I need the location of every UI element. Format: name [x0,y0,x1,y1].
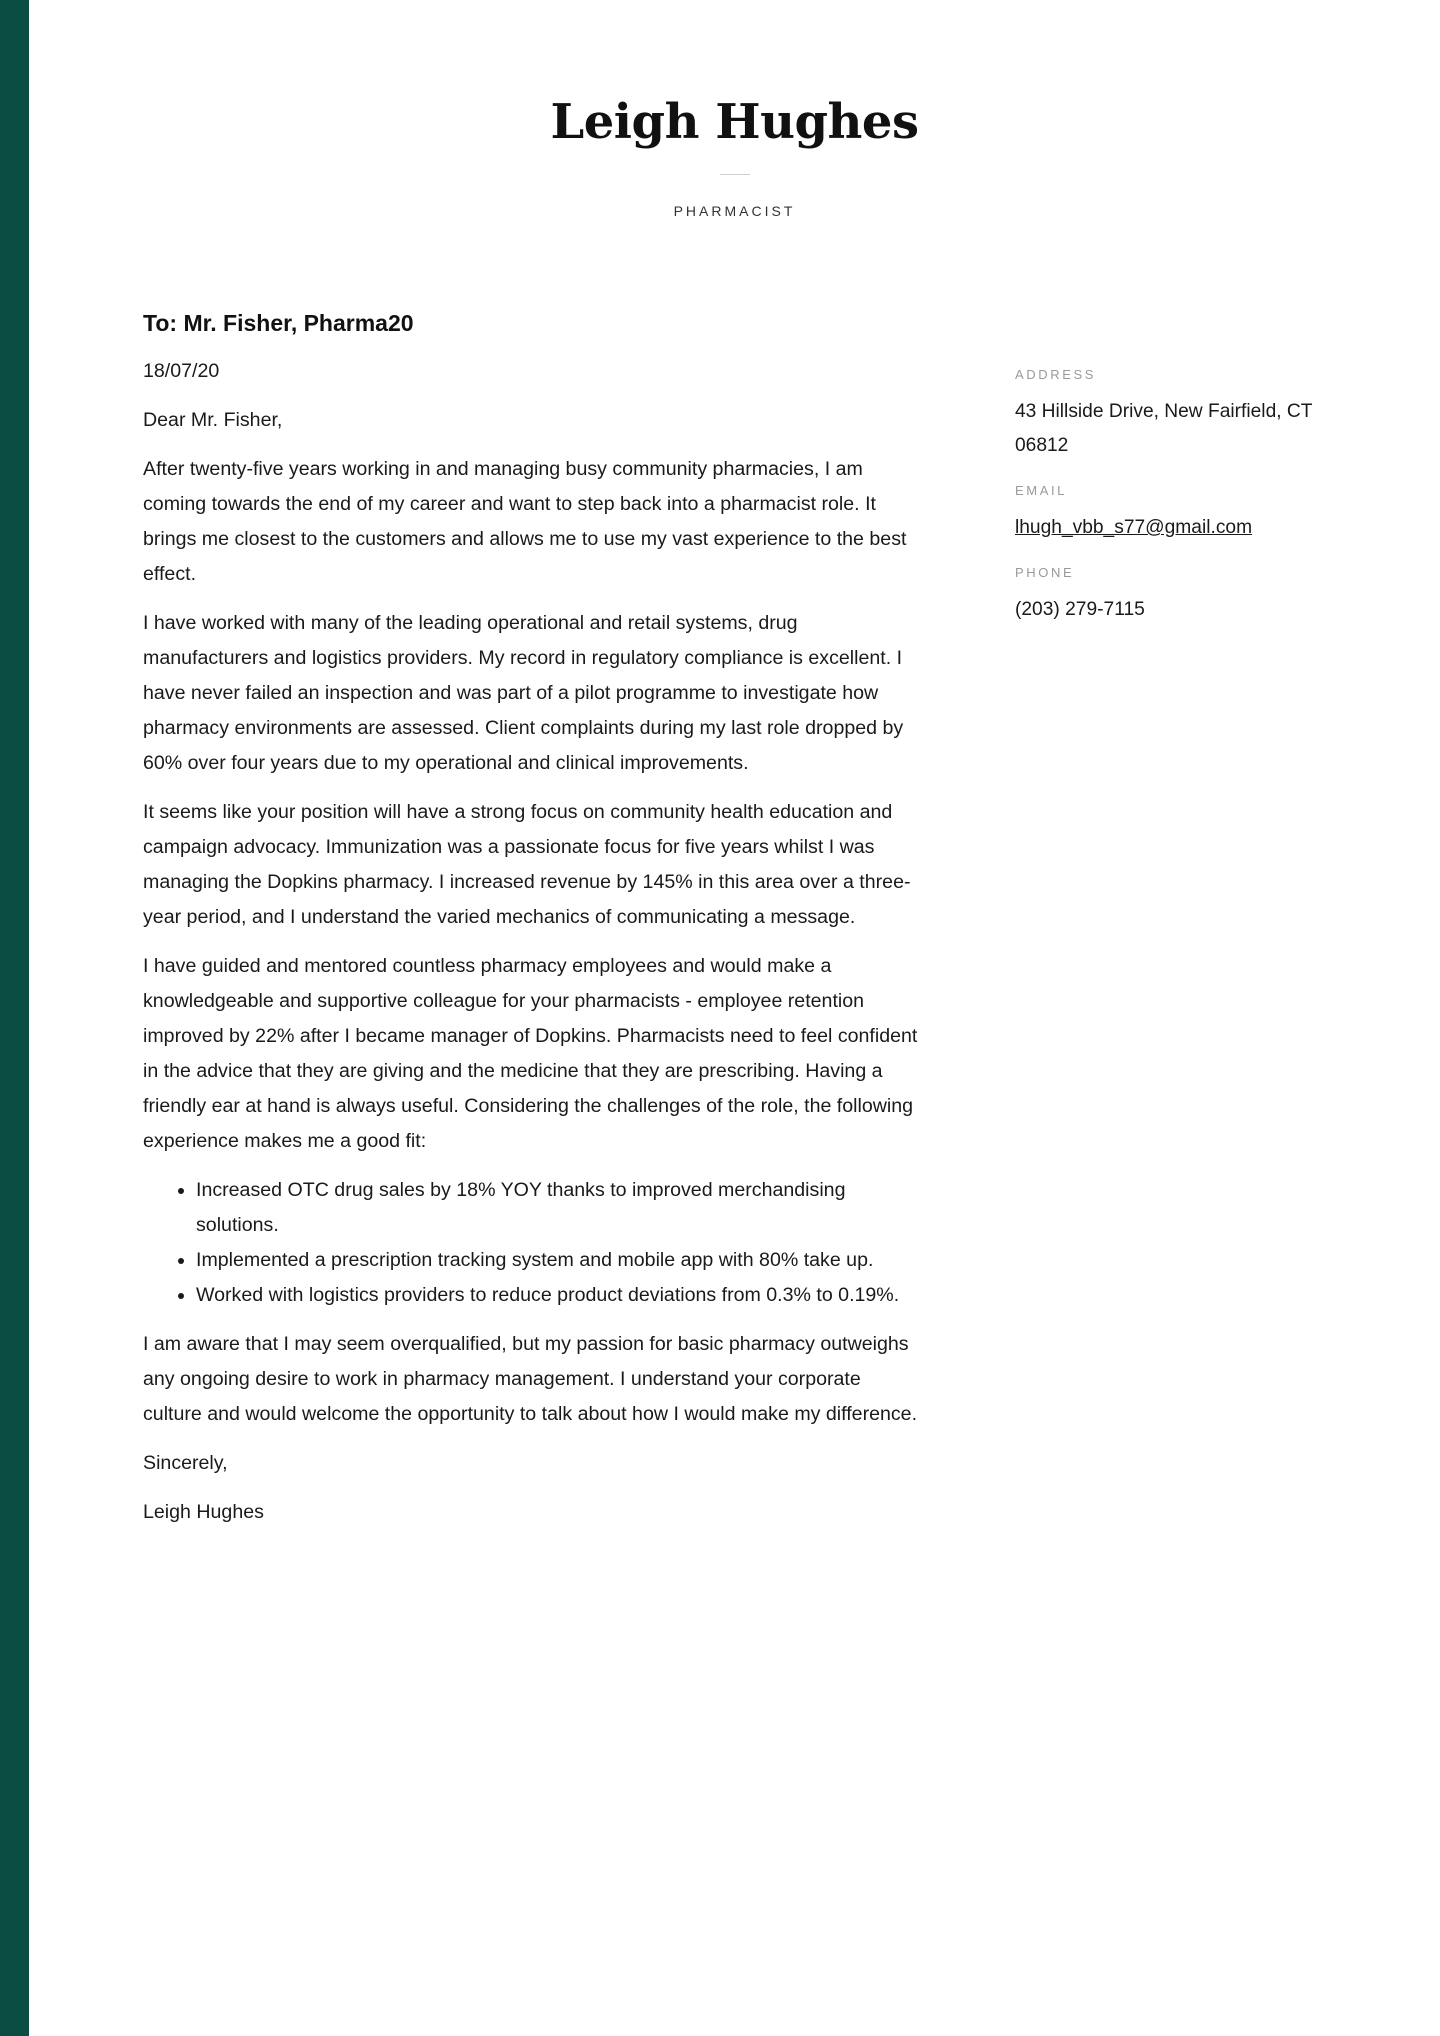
letter-paragraph: I have worked with many of the leading operational and retail systems, drug manufacturers and logistics providers. My record in regulatory compliance is excellent. I have never failed an inspection and was part of a pilot programme to investigate how pharmacy environments are assessed. Client complaints during my last role dropped by 60% over four years due to my operational and clinical improvements. [143,612,904,774]
experience-item: • Implemented a prescription tracking system and mobile app with 80% take up. [196,1243,923,1278]
experience-list [143,1173,923,1313]
closing-paragraph: I am aware that I may seem overqualified, but my passion for basic pharmacy outweighs any ongoing desire to work in pharmacy management. I understand your corporate culture and would welcome the opportunity to talk about how I would make my difference. [143,1333,918,1425]
job-title: PHARMACIST [673,203,796,219]
document-header [29,84,1440,219]
signature: Leigh Hughes [143,1501,264,1523]
letter-body [143,306,923,1544]
address-value: 43 Hillside Drive, New Fairfield, CT 06812 [1015,401,1313,456]
email-label: EMAIL [1015,483,1068,498]
experience-item: • Increased OTC drug sales by 18% YOY thanks to improved merchandising solutions. [196,1173,923,1243]
header-divider [720,174,750,175]
recipient-line: To: Mr. Fisher, Pharma20 [143,310,414,336]
letter-date: 18/07/20 [143,360,220,382]
applicant-name: Leigh Hughes [550,94,919,150]
phone-label: PHONE [1015,565,1075,580]
address-label: ADDRESS [1015,367,1097,382]
sign-off: Sincerely, [143,1452,228,1474]
contact-panel [1015,363,1355,643]
email-link[interactable]: lhugh_vbb_s77@gmail.com [1015,517,1253,538]
phone-value: (203) 279-7115 [1015,599,1145,620]
letter-paragraph: I have guided and mentored countless pharmacy employees and would make a knowledgeable and supportive colleague for your pharmacists - employee retention improved by 22% after I became manager of Dopkins. Pharmacists need to feel confident in the advice that they are giving and the medicine that they are prescribing. Having a friendly ear at hand is always useful. Considering the challenges of the role, the following experience makes me a good fit: [143,955,918,1152]
letter-greeting: Dear Mr. Fisher, [143,409,283,431]
letter-paragraph: After twenty-five years working in and managing busy community pharmacies, I am coming towards the end of my career and want to step back into a pharmacist role. It brings me closest to the customers and allows me to use my vast experience to the best effect. [143,458,907,585]
experience-item: • Worked with logistics providers to reduce product deviations from 0.3% to 0.19%. [196,1278,923,1313]
accent-side-bar [0,0,29,2036]
letter-paragraph: It seems like your position will have a strong focus on community health education and campaign advocacy. Immunization was a passionate focus for five years whilst I was managing the Dopkins pharmacy. I increased revenue by 145% in this area over a three-year period, and I understand the varied mechanics of communicating a message. [143,801,911,928]
